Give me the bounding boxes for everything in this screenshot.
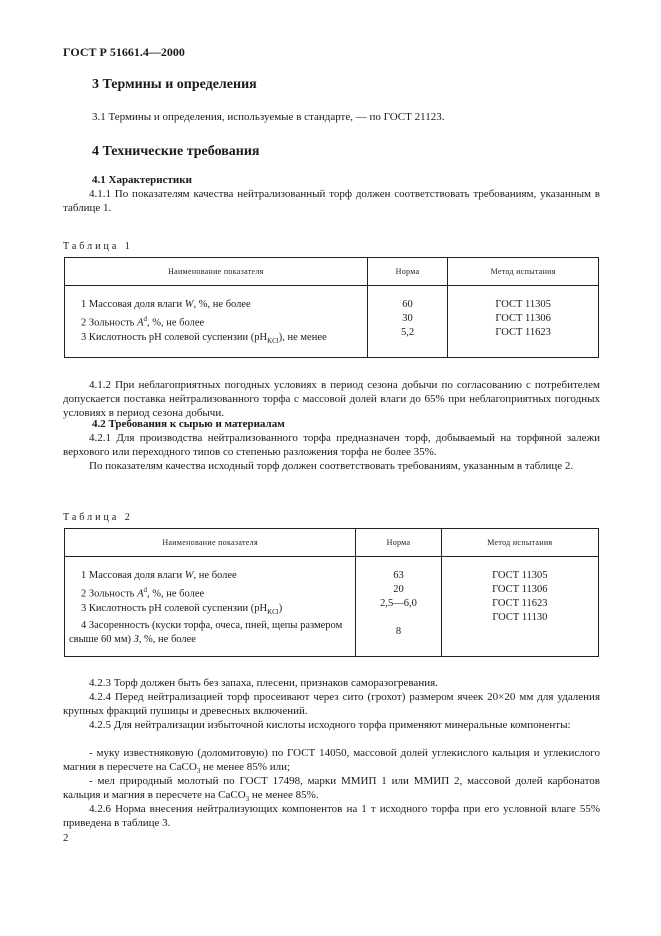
section-3-title: 3 Термины и определения xyxy=(92,77,257,92)
paragraph-4-2-3: 4.2.3 Торф должен быть без запаха, плесени, признаков саморазогревания. xyxy=(89,677,438,689)
indicator-cell: 1 Массовая доля влаги W, %, не более 2 Зольность $A^d$, %, не более 3 Кислотность рН солевой суспензии $(рН_{KCl})$, не менее xyxy=(65,286,368,358)
table-row xyxy=(65,557,599,657)
table-header-cell: Метод испытания xyxy=(441,529,598,557)
subsection-4-1-title: 4.1 Характеристики xyxy=(92,174,192,186)
document-code: ГОСТ Р 51661.4—2000 xyxy=(63,45,185,59)
table-header-cell: Норма xyxy=(356,529,441,557)
table-header-cell: Метод испытания xyxy=(448,258,599,286)
page-number: 2 xyxy=(63,832,69,844)
list-item-chalk: - мел природный молотый по ГОСТ 17498, марки ММИП 1 или ММИП 2, массовой долей карбонатов кальция и магния в пересчете на CaCO$_3$ не менее 85%. xyxy=(63,775,600,804)
section-4-title: 4 Технические требования xyxy=(92,144,260,159)
table-row xyxy=(65,286,599,358)
paragraph-4-1-1: 4.1.1 По показателям качества нейтрализованный торф должен соответствовать требованиям, указанным в таблице 1. xyxy=(63,188,600,214)
norm-cell: 63 20 2,5—6,0 8 xyxy=(356,557,441,657)
subsection-4-2-title: 4.2 Требования к сырью и материалам xyxy=(92,418,285,430)
paragraph-4-2-6: 4.2.6 Норма внесения нейтрализующих компонентов на 1 т исходного торфа при его условной влаге 55% приведена в таблице 3. xyxy=(63,803,600,829)
paragraph-3-1: 3.1 Термины и определения, используемые в стандарте, — по ГОСТ 21123. xyxy=(92,111,445,123)
table-2-caption: Таблица 2 xyxy=(63,512,133,523)
method-cell: ГОСТ 11305 ГОСТ 11306 ГОСТ 11623 xyxy=(448,286,599,358)
table-1-caption: Таблица 1 xyxy=(63,241,133,252)
paragraph-4-2-5: 4.2.5 Для нейтрализации избыточной кислоты исходного торфа применяют минеральные компоненты: xyxy=(89,719,571,731)
table-header-cell: Наименование показателя xyxy=(65,258,368,286)
table-header-cell: Наименование показателя xyxy=(65,529,356,557)
paragraph-4-1-2: 4.1.2 При неблагоприятных погодных условиях в период сезона добычи по согласованию с потребителем допускается поставка нейтрализованного торфа с массовой долей влаги до 65% при неблагоприятных погодных условиях в период сезона добычи. xyxy=(63,379,600,419)
paragraph-4-2-1-b: По показателям качества исходный торф должен соответствовать требованиям, указанным в таблице 2. xyxy=(89,460,574,472)
table-header-cell: Норма xyxy=(367,258,448,286)
norm-cell: 60 30 5,2 xyxy=(367,286,448,358)
method-cell: ГОСТ 11305 ГОСТ 11306 ГОСТ 11623 ГОСТ 11130 xyxy=(441,557,598,657)
paragraph-4-2-4: 4.2.4 Перед нейтрализацией торф просеивают через сито (грохот) размером ячеек 20×20 мм для удаления крупных фракций пушицы и древесных включений. xyxy=(63,691,600,717)
indicator-cell: 1 Массовая доля влаги W, не более 2 Зольность $A^d$, %, не более 3 Кислотность рН солевой суспензии $(рН_{KCl})$ 4 Засоренность (куски торфа, очеса, пней, щепы размером свыше 60 мм) З, %, не более xyxy=(65,557,356,657)
list-item-limestone-flour: - муку известняковую (доломитовую) по ГОСТ 14050, массовой долей углекислого кальция и углекислого магния в пересчете на CaCO$_3$ не менее 85% или; xyxy=(63,747,600,776)
table-2 xyxy=(64,528,599,657)
table-1 xyxy=(64,257,599,358)
paragraph-4-2-1: 4.2.1 Для производства нейтрализованного торфа предназначен торф, добываемый на торфяной залежи верхового или переходного типов со степенью разложения торфа не более 35%. xyxy=(63,432,600,458)
